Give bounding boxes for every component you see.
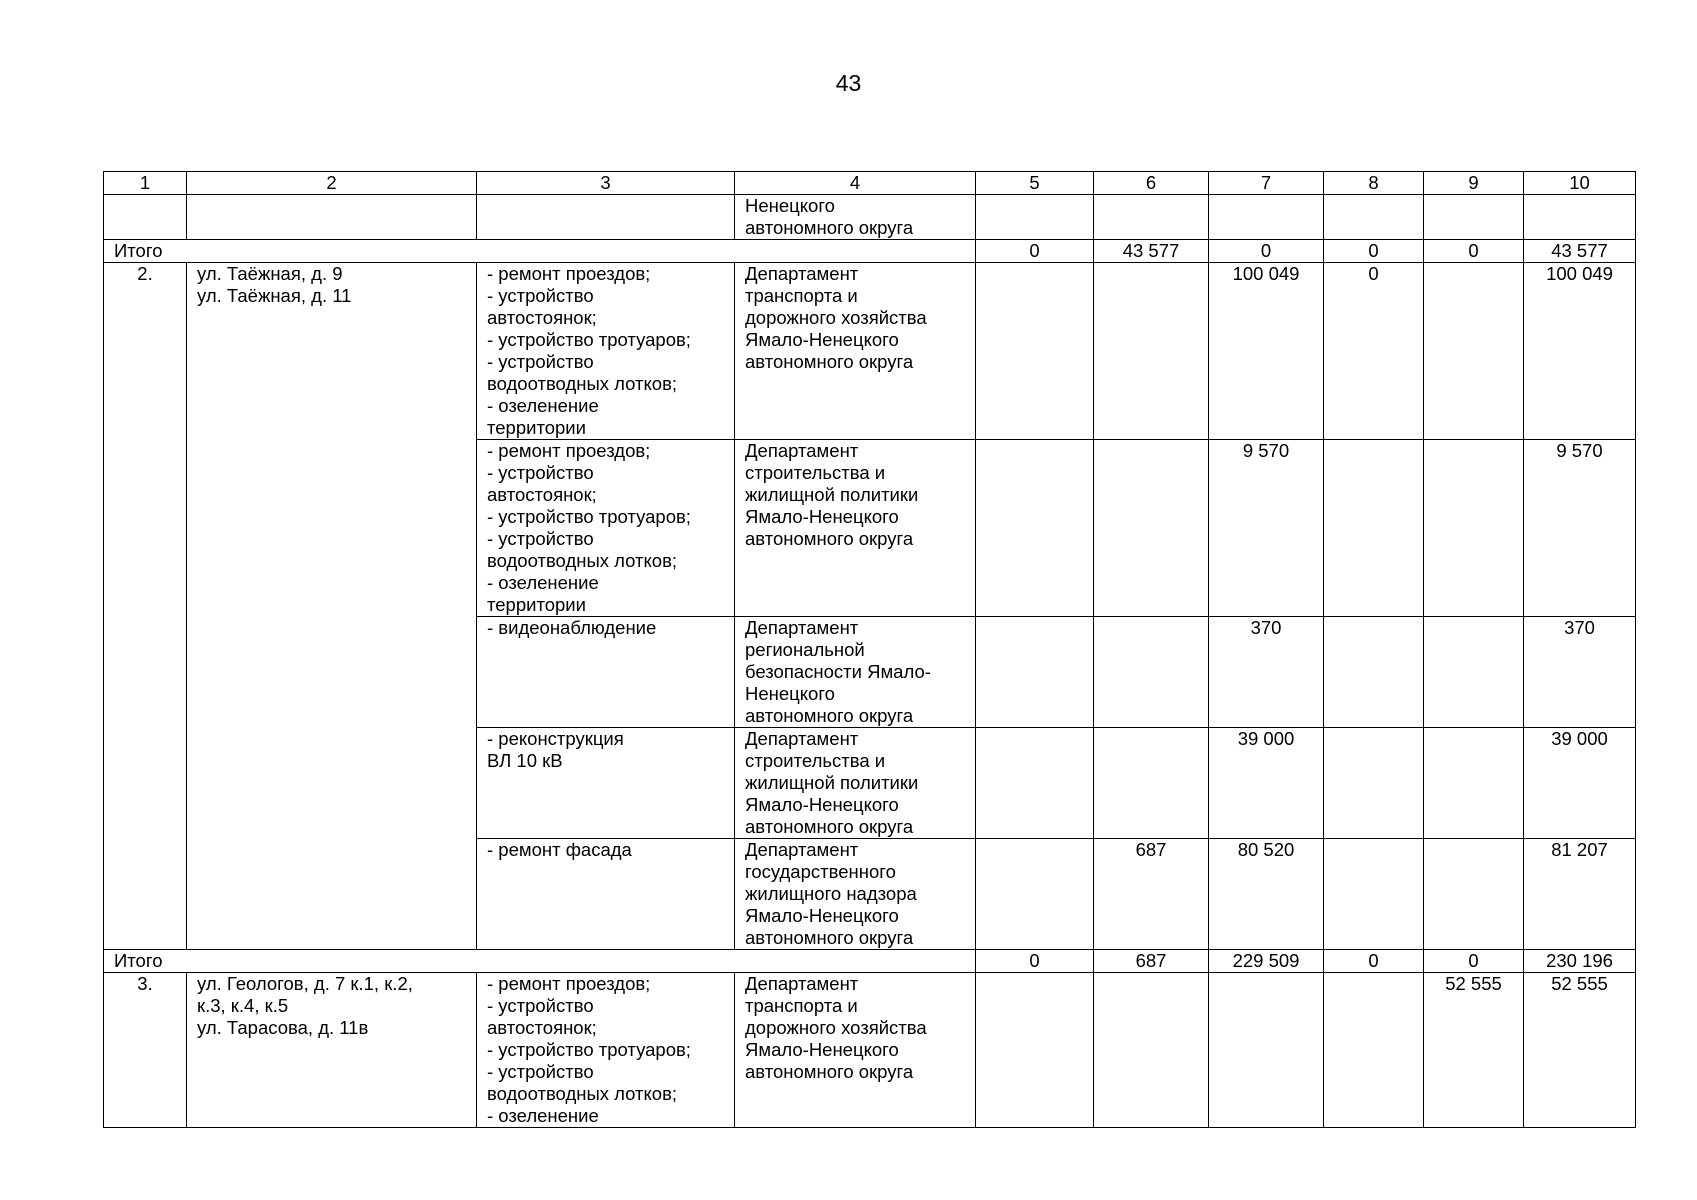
col10-cell: 81 207 — [1524, 839, 1636, 950]
col9-cell — [1424, 728, 1524, 839]
col9-cell — [1424, 440, 1524, 617]
col6-cell — [1094, 263, 1209, 440]
cell-empty — [1209, 195, 1324, 240]
continuation-row — [104, 195, 1636, 240]
col7-cell: 370 — [1209, 617, 1324, 728]
agency-cell: Департамент строительства и жилищной политики Ямало-Ненецкого автономного округа — [735, 728, 976, 839]
agency-cell: Департамент транспорта и дорожного хозяйства Ямало-Ненецкого автономного округа — [735, 263, 976, 440]
column-number: 1 — [104, 172, 187, 195]
cell-empty — [187, 195, 477, 240]
cell-empty — [1324, 195, 1424, 240]
total-row — [104, 240, 1636, 263]
col8-cell — [1324, 839, 1424, 950]
col8-cell — [1324, 728, 1424, 839]
col9-cell — [1424, 839, 1524, 950]
total-col5: 0 — [976, 240, 1094, 263]
program-table — [103, 171, 1636, 1128]
total-col9: 0 — [1424, 240, 1524, 263]
table-row — [104, 263, 1636, 440]
col8-cell — [1324, 440, 1424, 617]
col5-cell — [976, 728, 1094, 839]
agency-cell: Департамент государственного жилищного надзора Ямало-Ненецкого автономного округа — [735, 839, 976, 950]
total-col9: 0 — [1424, 950, 1524, 973]
column-number: 10 — [1524, 172, 1636, 195]
col8-cell — [1324, 617, 1424, 728]
agency-cell: Департамент региональной безопасности Ямало- Ненецкого автономного округа — [735, 617, 976, 728]
works-cell: - видеонаблюдение — [477, 617, 735, 728]
cell-empty — [976, 195, 1094, 240]
total-col5: 0 — [976, 950, 1094, 973]
col5-cell — [976, 973, 1094, 1128]
works-cell: - ремонт проездов; - устройство автостоянок; - устройство тротуаров; - устройство водоотводных лотков; - озеленение территории — [477, 263, 735, 440]
col5-cell — [976, 617, 1094, 728]
address-cell: ул. Геологов, д. 7 к.1, к.2, к.3, к.4, к.5 ул. Тарасова, д. 11в — [187, 973, 477, 1128]
col5-cell — [976, 440, 1094, 617]
col7-cell: 39 000 — [1209, 728, 1324, 839]
col7-cell: 100 049 — [1209, 263, 1324, 440]
page-number: 43 — [835, 70, 862, 96]
col7-cell: 9 570 — [1209, 440, 1324, 617]
column-number: 4 — [735, 172, 976, 195]
col10-cell: 100 049 — [1524, 263, 1636, 440]
col5-cell — [976, 263, 1094, 440]
table-row — [104, 973, 1636, 1128]
cell-empty — [1424, 195, 1524, 240]
column-number: 6 — [1094, 172, 1209, 195]
total-col7: 0 — [1209, 240, 1324, 263]
col8-cell — [1324, 973, 1424, 1128]
total-col10: 230 196 — [1524, 950, 1636, 973]
column-number: 2 — [187, 172, 477, 195]
agency-cell: Департамент транспорта и дорожного хозяйства Ямало-Ненецкого автономного округа — [735, 973, 976, 1128]
total-col6: 43 577 — [1094, 240, 1209, 263]
column-number: 8 — [1324, 172, 1424, 195]
total-col6: 687 — [1094, 950, 1209, 973]
row-number: 3. — [104, 973, 187, 1128]
col7-cell — [1209, 973, 1324, 1128]
col9-cell: 52 555 — [1424, 973, 1524, 1128]
works-cell: - ремонт проездов; - устройство автостоянок; - устройство тротуаров; - устройство водоотводных лотков; - озеленение территории — [477, 440, 735, 617]
total-col8: 0 — [1324, 240, 1424, 263]
works-cell: - ремонт фасада — [477, 839, 735, 950]
agency-cell: Ненецкого автономного округа — [735, 195, 976, 240]
cell-empty — [477, 195, 735, 240]
col6-cell — [1094, 617, 1209, 728]
cell-empty — [1094, 195, 1209, 240]
col10-cell: 52 555 — [1524, 973, 1636, 1128]
total-col8: 0 — [1324, 950, 1424, 973]
column-number: 9 — [1424, 172, 1524, 195]
works-cell: - ремонт проездов; - устройство автостоянок; - устройство тротуаров; - устройство водоотводных лотков; - озеленение — [477, 973, 735, 1128]
column-number: 7 — [1209, 172, 1324, 195]
total-label: Итого — [104, 950, 976, 973]
col10-cell: 39 000 — [1524, 728, 1636, 839]
cell-empty — [1524, 195, 1636, 240]
col7-cell: 80 520 — [1209, 839, 1324, 950]
col10-cell: 9 570 — [1524, 440, 1636, 617]
total-label: Итого — [104, 240, 976, 263]
column-number: 5 — [976, 172, 1094, 195]
total-row — [104, 950, 1636, 973]
agency-cell: Департамент строительства и жилищной политики Ямало-Ненецкого автономного округа — [735, 440, 976, 617]
col9-cell — [1424, 617, 1524, 728]
works-cell: - реконструкция ВЛ 10 кВ — [477, 728, 735, 839]
col10-cell: 370 — [1524, 617, 1636, 728]
cell-empty — [104, 195, 187, 240]
column-number-row — [104, 172, 1636, 195]
col6-cell: 687 — [1094, 839, 1209, 950]
total-col10: 43 577 — [1524, 240, 1636, 263]
row-number: 2. — [104, 263, 187, 950]
total-col7: 229 509 — [1209, 950, 1324, 973]
col6-cell — [1094, 728, 1209, 839]
col9-cell — [1424, 263, 1524, 440]
col8-cell: 0 — [1324, 263, 1424, 440]
column-number: 3 — [477, 172, 735, 195]
col5-cell — [976, 839, 1094, 950]
address-cell: ул. Таёжная, д. 9 ул. Таёжная, д. 11 — [187, 263, 477, 950]
col6-cell — [1094, 973, 1209, 1128]
col6-cell — [1094, 440, 1209, 617]
